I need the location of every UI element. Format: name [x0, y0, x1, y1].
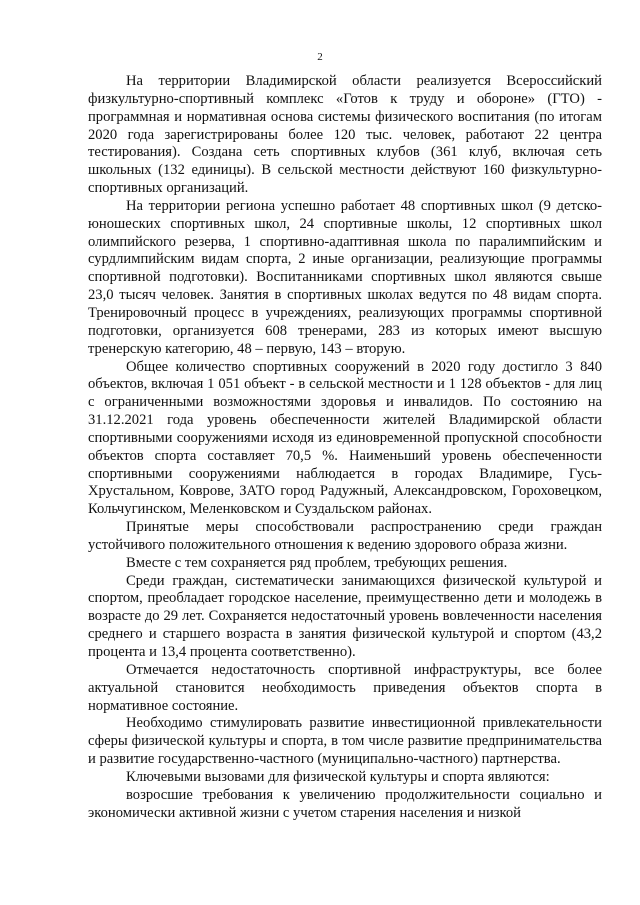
- paragraph-challenges-intro: Ключевыми вызовами для физической культуры и спорта являются:: [126, 768, 550, 785]
- paragraph-population: Среди граждан, систематически занимающихся физической культурой и спортом, преобладает городское население, преимущественно дети и молодежь в возрасте до 29 лет. Сохраняется недостаточный уровень вовлеченности населения среднего и старшего возраста в занятия физической культурой и спортом (43,2 процента и 13,4 процента соответственно).: [88, 572, 602, 660]
- paragraph-sport-facilities: Общее количество спортивных сооружений в 2020 году достигло 3 840 объектов, включая 1 051 объект - в сельской местности и 1 128 объектов - для лиц с ограниченными возможностями здоровья и инвалидов. По состоянию на 31.12.2021 года уровень обеспеченности жителей Владимирской области спортивными сооружениями исходя из единовременной пропускной способности объектов спорта составляет 70,5 %. Наименьший уровень обеспеченности спортивными сооружениями наблюдается в городах Владимире, Гусь-Хрустальном, Коврове, ЗАТО город Радужный, Александровском, Гороховецком, Кольчугинском, Меленковском и Суздальском районах.: [88, 358, 602, 518]
- paragraph-infrastructure: Отмечается недостаточность спортивной инфраструктуры, все более актуальной становится необходимость приведения объектов спорта в нормативное состояние.: [88, 661, 602, 714]
- paragraph-sport-schools: На территории региона успешно работает 48 спортивных школ (9 детско-юношеских спортивных школ, 24 спортивные школы, 12 спортивных школ олимпийского резерва, 1 спортивно-адаптивная школа по паралимпийским и сурдлимпийским видам спорта, 2 иные организации, реализующие программы спортивной подготовки). Воспитанниками спортивных школ являются свыше 23,0 тысяч человек. Занятия в спортивных школах ведутся по 48 видам спорта. Тренировочный процесс в учреждениях, реализующих программы спортивной подготовки, организуется 608 тренерами, 283 из которых имеют высшую тренерскую категорию, 48 – первую, 143 – вторую.: [88, 197, 602, 357]
- paragraph-investment: Необходимо стимулировать развитие инвестиционной привлекательности сферы физической культуры и спорта, в том числе развитие предпринимательства и развитие государственно-частного (муниципально-частного) партнерства.: [88, 715, 602, 768]
- document-body: [88, 73, 602, 822]
- paragraph-measures: Принятые меры способствовали распространению среди граждан устойчивого положительного отношения к ведению здорового образа жизни.: [88, 519, 602, 553]
- page-number: 2: [317, 51, 323, 63]
- paragraph-gto: На территории Владимирской области реализуется Всероссийский физкультурно-спортивный комплекс «Готов к труду и обороне» (ГТО) - программная и нормативная основа системы физического воспитания (по итогам 2020 года зарегистрированы более 120 тыс. человек, работают 22 центра тестирования). Создана сеть спортивных клубов (361 клуб, включая сеть школьных (132 единицы). В сельской местности действуют 160 физкультурно-спортивных организаций.: [88, 73, 602, 197]
- paragraph-problems-intro: Вместе с тем сохраняется ряд проблем, требующих решения.: [126, 554, 508, 571]
- paragraph-challenge-1: возросшие требования к увеличению продолжительности социально и экономически активной жизни с учетом старения населения и низкой: [88, 786, 602, 821]
